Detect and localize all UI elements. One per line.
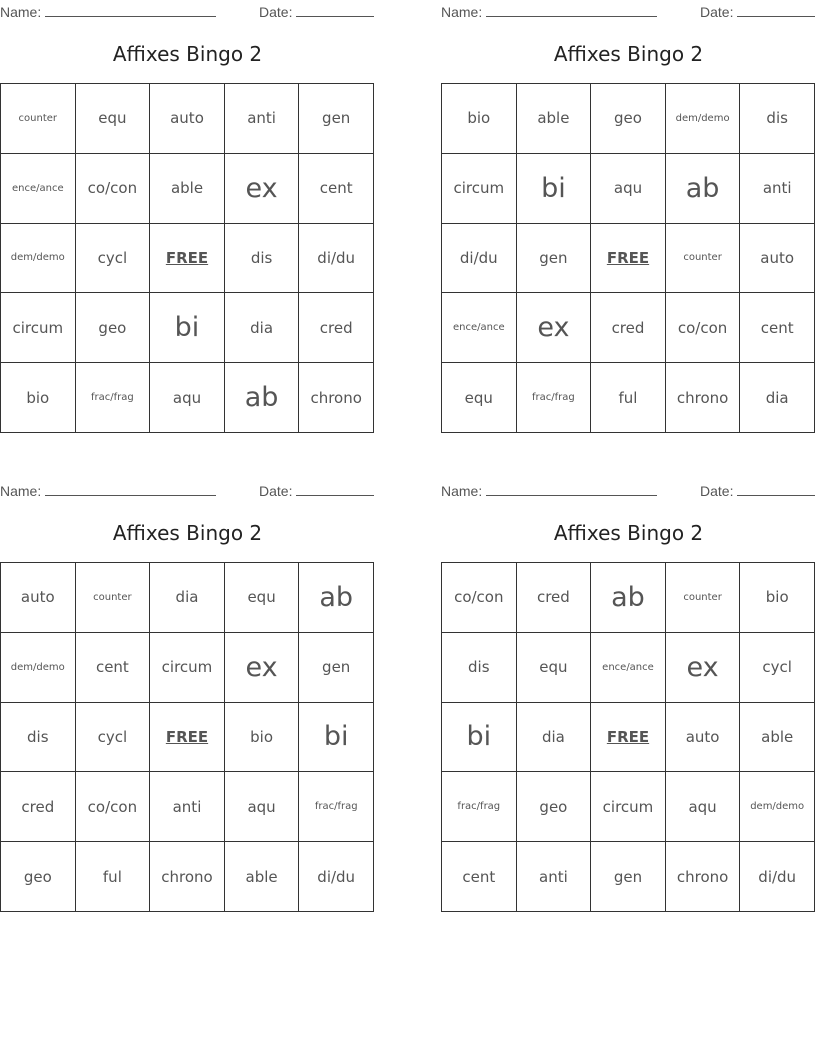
bingo-cell: cred: [517, 563, 592, 633]
bingo-cell: auto: [1, 563, 76, 633]
name-blank-line: [45, 481, 216, 496]
bingo-cell: ful: [591, 363, 666, 433]
bingo-cell: co/con: [76, 772, 151, 842]
free-space-cell: FREE: [591, 224, 666, 294]
bingo-cell: gen: [299, 633, 374, 703]
bingo-cell: cent: [299, 154, 374, 224]
bingo-cell: bi: [517, 154, 592, 224]
bingo-cell: equ: [225, 563, 300, 633]
bingo-cell: co/con: [442, 563, 517, 633]
bingo-cell: ful: [76, 842, 151, 912]
date-label: Date:: [259, 4, 293, 20]
bingo-cell: dia: [740, 363, 815, 433]
bingo-cell: anti: [740, 154, 815, 224]
bingo-grid: [0, 562, 374, 912]
name-blank-line: [486, 481, 657, 496]
bingo-cell: dem/demo: [666, 84, 741, 154]
date-blank-line: [296, 2, 374, 17]
bingo-cell: circum: [442, 154, 517, 224]
bingo-cell: cred: [299, 293, 374, 363]
bingo-cell: chrono: [666, 842, 741, 912]
bingo-grid: [441, 83, 815, 433]
name-field: [441, 2, 657, 20]
date-field: [259, 481, 374, 499]
date-label: Date:: [259, 483, 293, 499]
bingo-cell: equ: [76, 84, 151, 154]
name-label: Name:: [0, 483, 42, 499]
free-space-cell: FREE: [150, 703, 225, 773]
card-title: Affixes Bingo 2: [553, 521, 704, 545]
date-blank-line: [737, 2, 815, 17]
bingo-cell: auto: [150, 84, 225, 154]
bingo-cell: anti: [517, 842, 592, 912]
card-title: Affixes Bingo 2: [112, 42, 263, 66]
bingo-cell: able: [517, 84, 592, 154]
bingo-cell: co/con: [76, 154, 151, 224]
bingo-cell: bio: [225, 703, 300, 773]
name-label: Name:: [441, 4, 483, 20]
date-blank-line: [737, 481, 815, 496]
date-field: [700, 481, 815, 499]
date-label: Date:: [700, 483, 734, 499]
bingo-cell: dia: [517, 703, 592, 773]
bingo-cell: counter: [1, 84, 76, 154]
bingo-cell: dis: [740, 84, 815, 154]
date-field: [259, 2, 374, 20]
bingo-cell: ence/ance: [442, 293, 517, 363]
bingo-card: [441, 0, 816, 440]
bingo-cell: chrono: [299, 363, 374, 433]
bingo-cell: ab: [225, 363, 300, 433]
name-label: Name:: [441, 483, 483, 499]
date-label: Date:: [700, 4, 734, 20]
bingo-cell: counter: [666, 224, 741, 294]
bingo-card: [0, 479, 375, 919]
bingo-cell: geo: [1, 842, 76, 912]
bingo-cell: auto: [666, 703, 741, 773]
bingo-cell: ence/ance: [1, 154, 76, 224]
bingo-cell: counter: [666, 563, 741, 633]
bingo-cell: equ: [442, 363, 517, 433]
name-blank-line: [45, 2, 216, 17]
bingo-cell: ence/ance: [591, 633, 666, 703]
free-space-cell: FREE: [591, 703, 666, 773]
bingo-grid: [441, 562, 815, 912]
bingo-cell: dia: [225, 293, 300, 363]
bingo-cell: cent: [442, 842, 517, 912]
bingo-cell: bi: [442, 703, 517, 773]
bingo-cell: dis: [225, 224, 300, 294]
bingo-cell: able: [150, 154, 225, 224]
bingo-cell: dem/demo: [740, 772, 815, 842]
name-field: [0, 481, 216, 499]
bingo-cell: able: [225, 842, 300, 912]
bingo-cell: circum: [591, 772, 666, 842]
bingo-cell: ex: [666, 633, 741, 703]
bingo-cell: dem/demo: [1, 224, 76, 294]
bingo-cell: bio: [1, 363, 76, 433]
bingo-cell: gen: [517, 224, 592, 294]
bingo-cell: ab: [299, 563, 374, 633]
name-label: Name:: [0, 4, 42, 20]
bingo-cell: frac/frag: [517, 363, 592, 433]
bingo-cell: aqu: [591, 154, 666, 224]
bingo-cell: di/du: [442, 224, 517, 294]
bingo-cell: di/du: [299, 842, 374, 912]
bingo-cell: ex: [517, 293, 592, 363]
bingo-grid: [0, 83, 374, 433]
bingo-cell: cred: [591, 293, 666, 363]
card-title: Affixes Bingo 2: [553, 42, 704, 66]
name-blank-line: [486, 2, 657, 17]
bingo-cell: aqu: [225, 772, 300, 842]
bingo-cell: dis: [442, 633, 517, 703]
bingo-cell: bi: [150, 293, 225, 363]
bingo-cell: geo: [591, 84, 666, 154]
bingo-cell: circum: [150, 633, 225, 703]
bingo-cell: aqu: [666, 772, 741, 842]
bingo-cell: frac/frag: [76, 363, 151, 433]
bingo-cell: di/du: [299, 224, 374, 294]
name-field: [0, 2, 216, 20]
bingo-cell: chrono: [666, 363, 741, 433]
bingo-card: [0, 0, 375, 440]
bingo-cell: ab: [666, 154, 741, 224]
bingo-cell: frac/frag: [299, 772, 374, 842]
bingo-cell: bi: [299, 703, 374, 773]
bingo-cell: auto: [740, 224, 815, 294]
bingo-cell: anti: [150, 772, 225, 842]
bingo-cell: co/con: [666, 293, 741, 363]
bingo-cell: equ: [517, 633, 592, 703]
bingo-cell: cent: [740, 293, 815, 363]
bingo-cell: cycl: [76, 703, 151, 773]
bingo-cell: aqu: [150, 363, 225, 433]
free-space-cell: FREE: [150, 224, 225, 294]
bingo-cell: gen: [591, 842, 666, 912]
bingo-cell: cent: [76, 633, 151, 703]
bingo-cell: anti: [225, 84, 300, 154]
bingo-cell: bio: [442, 84, 517, 154]
bingo-cell: able: [740, 703, 815, 773]
bingo-cell: geo: [517, 772, 592, 842]
bingo-cell: geo: [76, 293, 151, 363]
name-field: [441, 481, 657, 499]
bingo-cell: dis: [1, 703, 76, 773]
bingo-cell: dia: [150, 563, 225, 633]
bingo-cell: ab: [591, 563, 666, 633]
card-title: Affixes Bingo 2: [112, 521, 263, 545]
bingo-cell: counter: [76, 563, 151, 633]
bingo-cell: bio: [740, 563, 815, 633]
date-field: [700, 2, 815, 20]
bingo-cell: cred: [1, 772, 76, 842]
bingo-cell: dem/demo: [1, 633, 76, 703]
bingo-cell: ex: [225, 633, 300, 703]
bingo-cell: ex: [225, 154, 300, 224]
bingo-cell: cycl: [76, 224, 151, 294]
bingo-cell: circum: [1, 293, 76, 363]
bingo-cell: frac/frag: [442, 772, 517, 842]
bingo-cell: chrono: [150, 842, 225, 912]
date-blank-line: [296, 481, 374, 496]
bingo-cell: gen: [299, 84, 374, 154]
bingo-cell: di/du: [740, 842, 815, 912]
bingo-cell: cycl: [740, 633, 815, 703]
bingo-card: [441, 479, 816, 919]
